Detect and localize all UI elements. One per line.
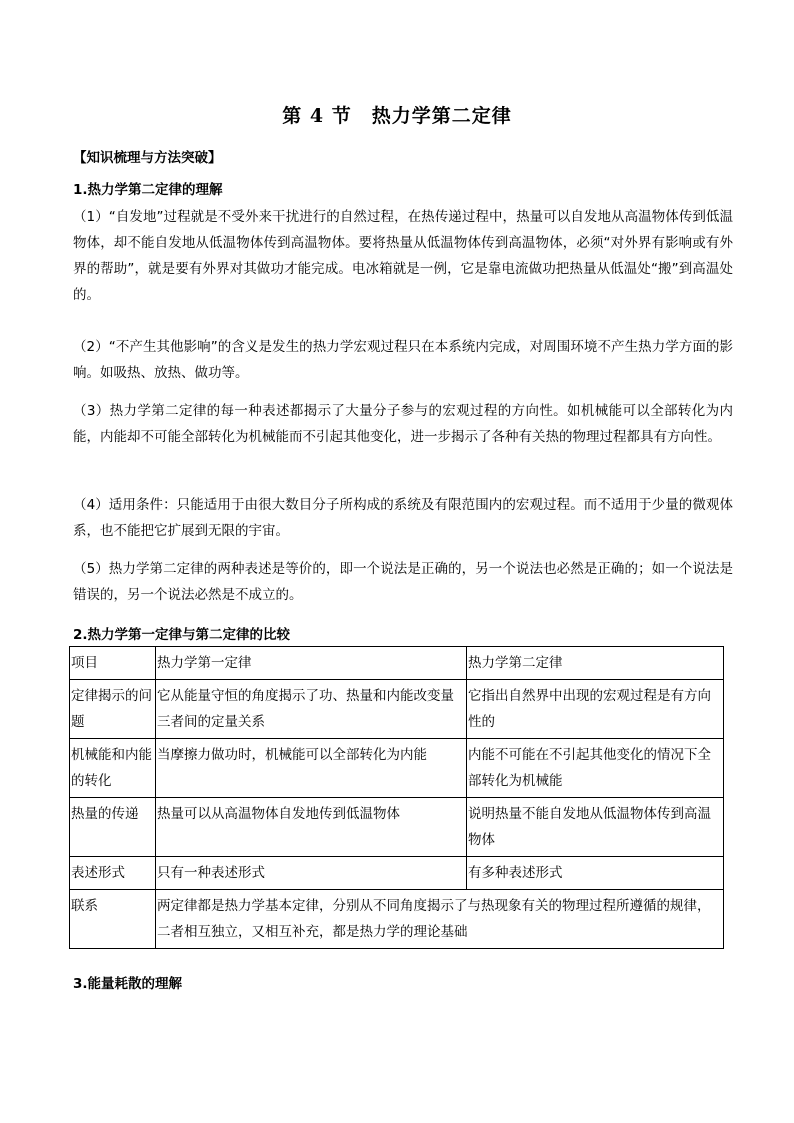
table-cell: 有多种表述形式	[467, 857, 724, 890]
paragraph-4: （4）适用条件：只能适用于由很大数目分子所构成的系统及有限范围内的宏观过程。而不适用于少量的微观体系，也不能把它扩展到无限的宇宙。	[73, 497, 733, 539]
table-header-row	[70, 647, 724, 680]
table-row	[70, 798, 724, 857]
table-cell: 它指出自然界中出现的宏观过程是有方向性的	[467, 680, 724, 739]
table-cell: 说明热量不能自发地从低温物体传到高温物体	[467, 798, 724, 857]
section-1-heading: 1.热力学第二定律的理解	[73, 182, 223, 198]
table-row	[70, 680, 724, 739]
table-header-cell: 项目	[70, 647, 156, 680]
paragraph-2: （2）“不产生其他影响”的含义是发生的热力学宏观过程只在本系统内完成，对周围环境不产生热力学方面的影响。如吸热、放热、做功等。	[73, 339, 733, 381]
table-cell: 联系	[70, 890, 156, 949]
table-header-cell: 热力学第二定律	[467, 647, 724, 680]
table-cell: 当摩擦力做功时，机械能可以全部转化为内能	[156, 739, 467, 798]
section-3-heading: 3.能量耗散的理解	[73, 976, 183, 992]
table-cell: 表述形式	[70, 857, 156, 890]
table-cell-merged: 两定律都是热力学基本定律，分别从不同角度揭示了与热现象有关的物理过程所遵循的规律，二者相互独立，又相互补充，都是热力学的理论基础	[156, 890, 724, 949]
page-title: 第 4 节 热力学第二定律	[282, 105, 512, 127]
table-row-link	[70, 890, 724, 949]
table-cell: 热量的传递	[70, 798, 156, 857]
table-cell: 它从能量守恒的角度揭示了功、热量和内能改变量三者间的定量关系	[156, 680, 467, 739]
table-cell: 内能不可能在不引起其他变化的情况下全部转化为机械能	[467, 739, 724, 798]
table-cell: 机械能和内能的转化	[70, 739, 156, 798]
comparison-table	[69, 646, 724, 949]
table-header-cell: 热力学第一定律	[156, 647, 467, 680]
table-cell: 热量可以从高温物体自发地传到低温物体	[156, 798, 467, 857]
section-2-heading: 2.热力学第一定律与第二定律的比较	[73, 627, 291, 643]
paragraph-5: （5）热力学第二定律的两种表述是等价的，即一个说法是正确的，另一个说法也必然是正确的；如一个说法是错误的，另一个说法必然是不成立的。	[73, 561, 733, 603]
knowledge-heading: 【知识梳理与方法突破】	[73, 150, 222, 166]
paragraph-1: （1）“自发地”过程就是不受外来干扰进行的自然过程，在热传递过程中，热量可以自发地从高温物体传到低温物体，却不能自发地从低温物体传到高温物体。要将热量从低温物体传到高温物体，必须“对外界有影响或有外界的帮助”，就是要有外界对其做功才能完成。电冰箱就是一例，它是靠电流做功把热量从低温处“搬”到高温处的。	[73, 209, 733, 303]
table-cell: 只有一种表述形式	[156, 857, 467, 890]
paragraph-3: （3）热力学第二定律的每一种表述都揭示了大量分子参与的宏观过程的方向性。如机械能可以全部转化为内能，内能却不可能全部转化为机械能而不引起其他变化，进一步揭示了各种有关热的物理过程都具有方向性。	[73, 403, 733, 445]
table-row	[70, 739, 724, 798]
table-row	[70, 857, 724, 890]
table-cell: 定律揭示的问题	[70, 680, 156, 739]
